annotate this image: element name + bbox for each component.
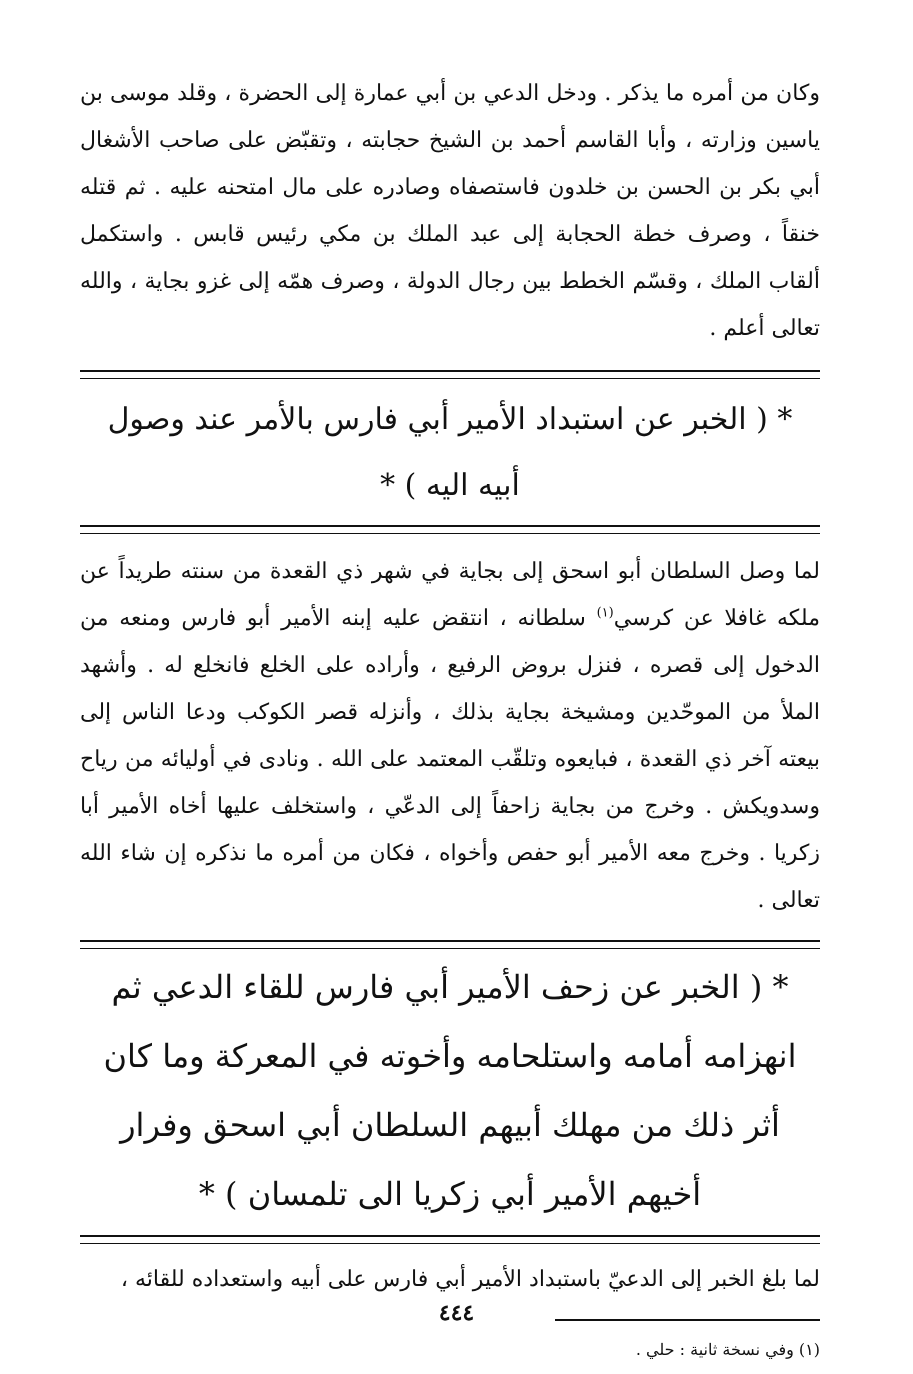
footnote-marker: (١)	[596, 605, 614, 621]
section-divider-top-1	[80, 370, 820, 379]
footnote: (١) وفي نسخة ثانية : حلي .	[635, 1340, 820, 1359]
paragraph-text-part-1: لما وصل السلطان أبو اسحق إلى بجاية في شهر ذي القعدة من سنته طريداً عن ملكه غافلا عن كرسي	[80, 559, 820, 631]
paragraph-abu-ishaq-arrival	[80, 548, 820, 924]
section-divider-bottom-2	[80, 1235, 820, 1244]
paragraph-intro: وكان من أمره ما يذكر . ودخل الدعي بن أبي عمارة إلى الحضرة ، وقلد موسى بن ياسين وزارته ، وأبا القاسم أحمد بن الشيخ حجابته ، وتقبّض على صاحب الأشغال أبي بكر بن الحسن بن خلدون فاستصفاه وصادره على مال امتحنه عليه . ثم قتله خنقاً ، وصرف خطة الحجابة إلى عبد الملك بن مكي رئيس قابس . واستكمل ألقاب الملك ، وقسّم الخطط بين رجال الدولة ، وصرف همّه إلى غزو بجاية ، والله تعالى أعلم .	[80, 81, 820, 341]
section-heading-abu-faris-seizure: * ( الخبر عن استبداد الأمير أبي فارس بالأمر عند وصول أبيه اليه ) *	[107, 402, 793, 503]
page-body	[80, 70, 820, 1365]
section-heading-battle-against-pretender: * ( الخبر عن زحف الأمير أبي فارس للقاء الدعي ثم انهزامه أمامه واستلحامه وأخوته في المعركة وما كان أثر ذلك من مهلك أبيهم السلطان أبي اسحق وفرار أخيهم الأمير أبي زكريا الى تلمسان ) *	[103, 968, 797, 1213]
paragraph-pretender-news: لما بلغ الخبر إلى الدعيّ باستبداد الأمير أبي فارس على أبيه واستعداده للقائه ،	[120, 1267, 820, 1292]
page-number: ٤٤٤	[438, 1300, 475, 1326]
section-divider-top-2	[80, 940, 820, 949]
paragraph-text-part-2: سلطانه ، انتقض عليه إبنه الأمير أبو فارس ومنعه من الدخول إلى قصره ، فنزل بروض الرفيع ، وأراده على الخلع فانخلع له . وأشهد الملأ من الموحّدين ومشيخة بجاية بذلك ، وأنزله قصر الكوكب ودعا الناس إلى بيعته آخر ذي القعدة ، فبايعوه وتلقّب المعتمد على الله . ونادى في أوليائه من رياح وسدويكش . وخرج من بجاية زاحفاً إلى الدعّي ، واستخلف عليها أخاه الأمير أبا زكريا . وخرج معه الأمير أبو حفص وأخواه ، فكان من أمره ما نذكره إن شاء الله تعالى .	[80, 606, 820, 913]
section-divider-bottom-1	[80, 525, 820, 534]
